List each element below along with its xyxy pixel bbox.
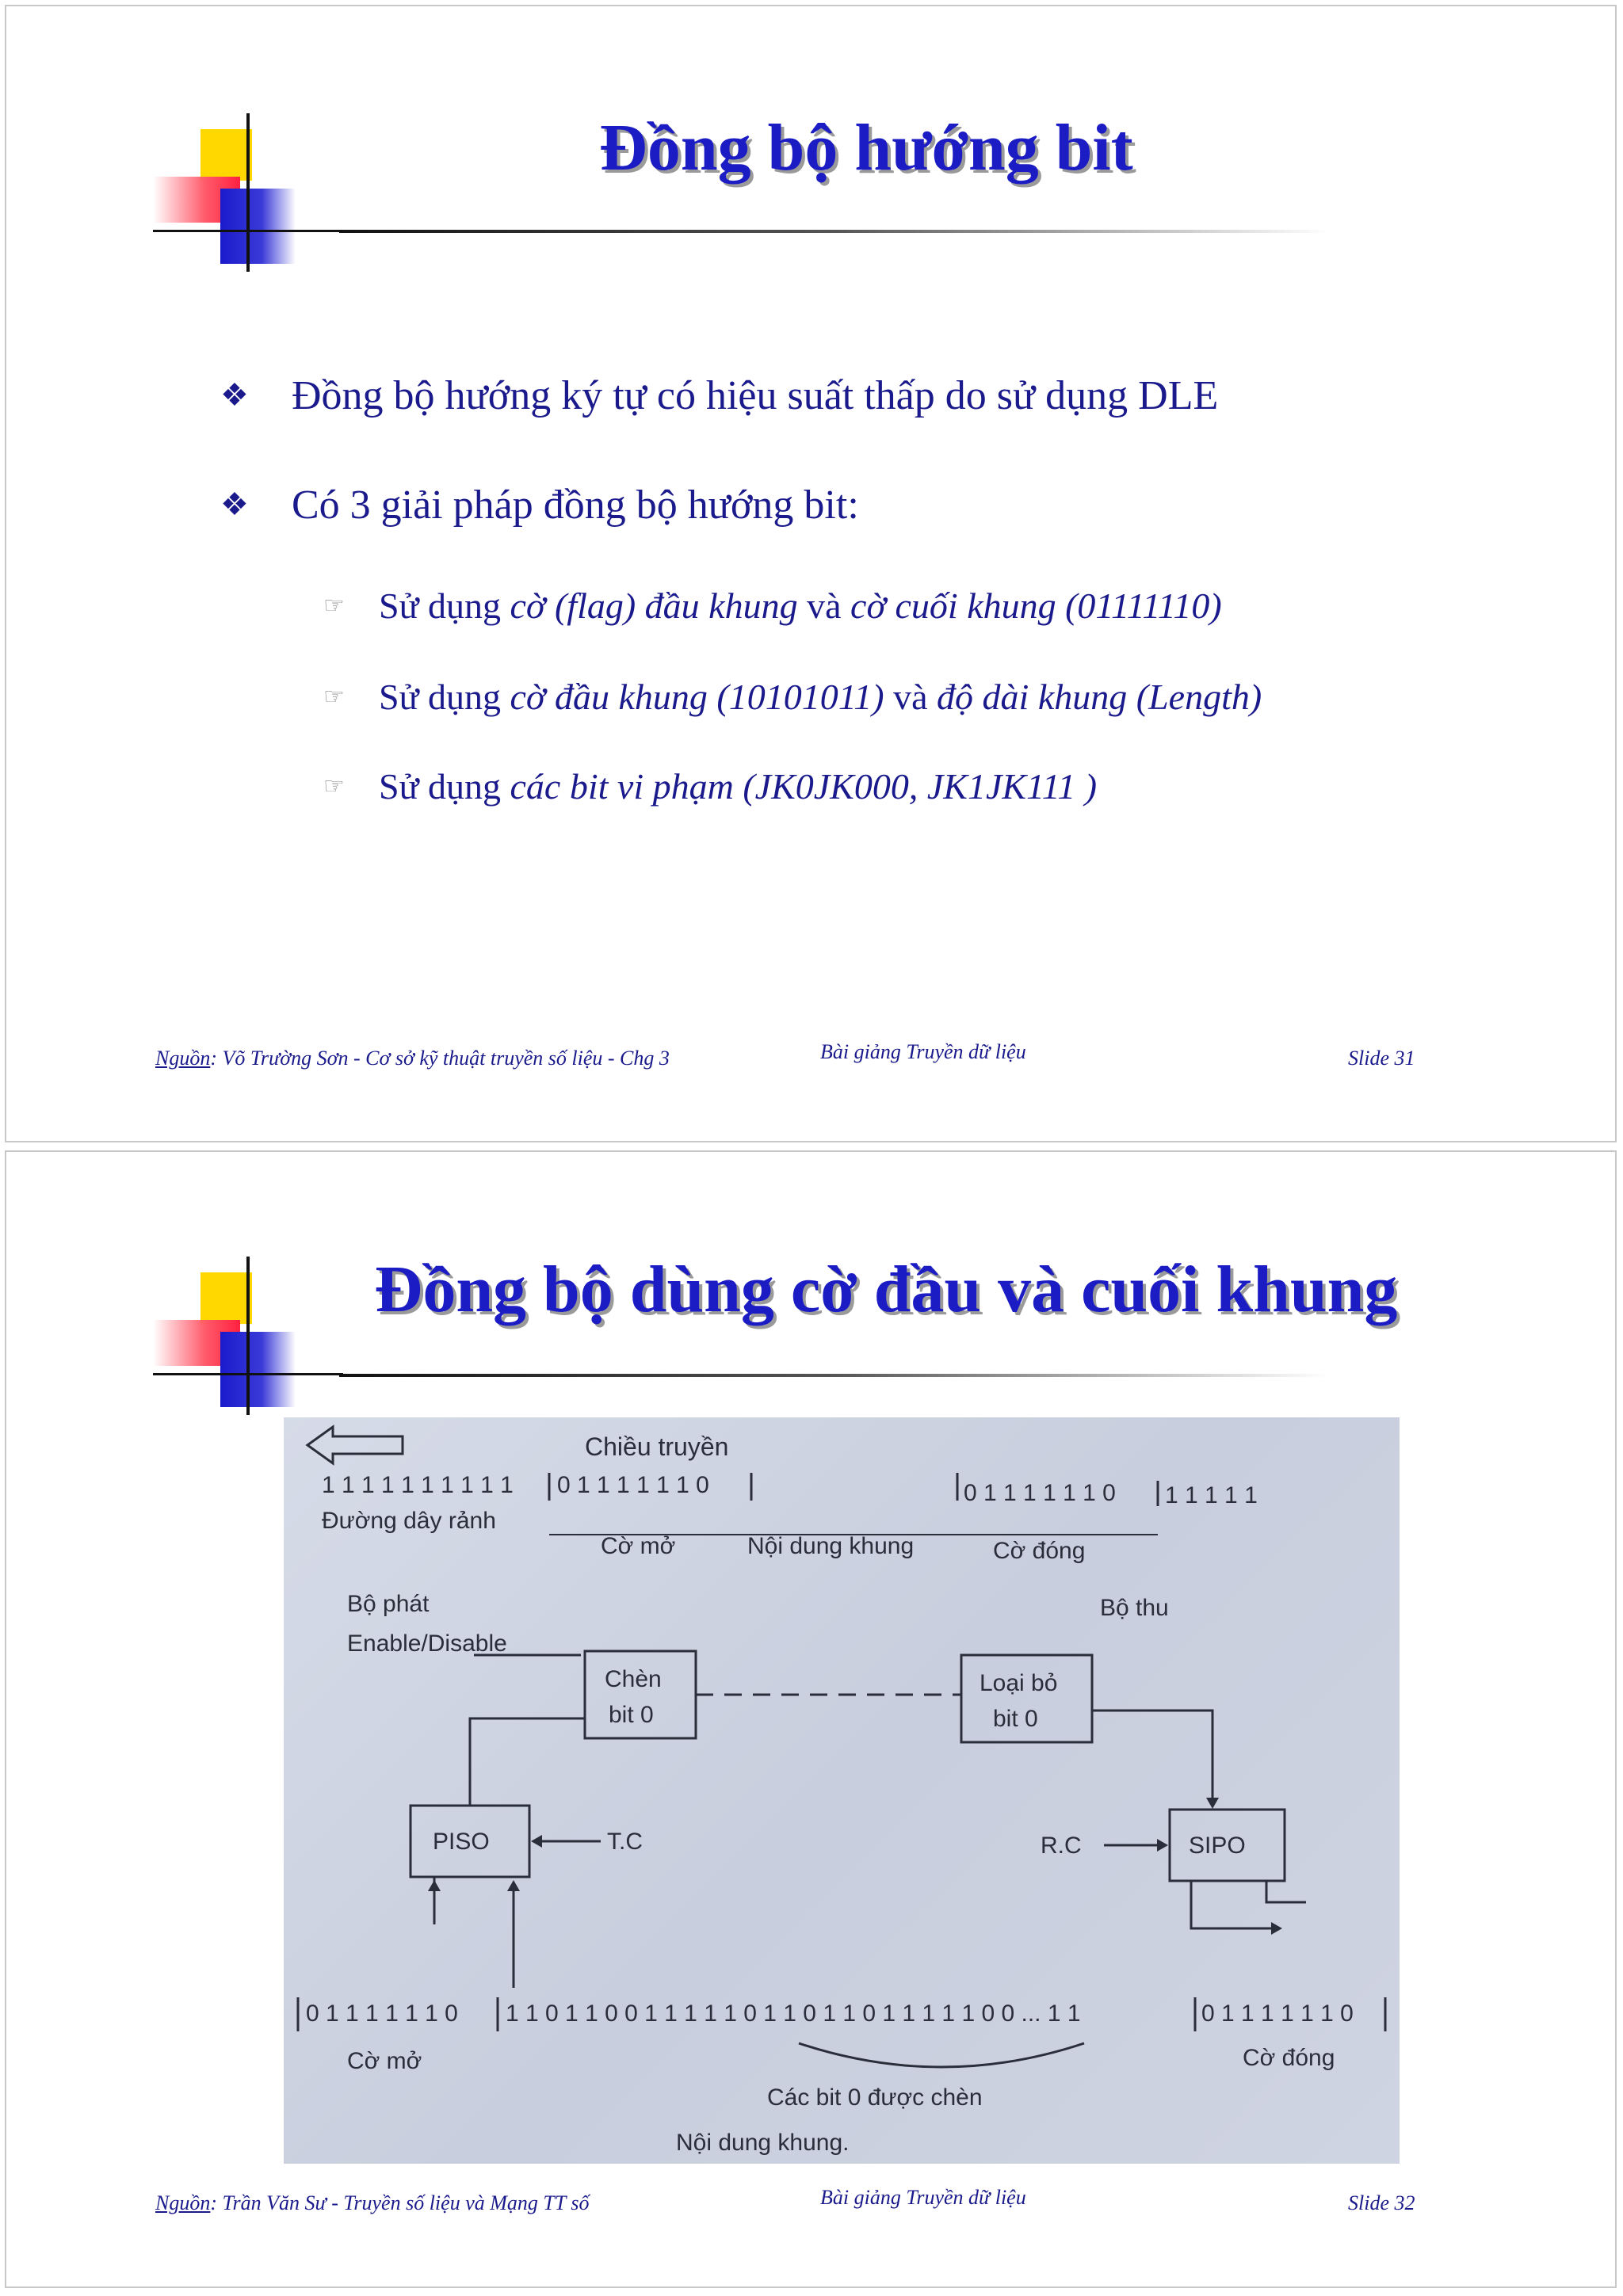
logo-blue-square (220, 189, 296, 264)
footer-course-title: Bài giảng Truyền dữ liệu (820, 2186, 1026, 2209)
transmitter-label: Bộ phát (347, 1591, 430, 1617)
sub-bullet-emphasis: cờ cuối khung (01111110) (850, 585, 1222, 626)
insert-bit-label: bit 0 (609, 1702, 654, 1728)
bottom-data-bits: 1 1 0 1 1 0 0 1 1 1 1 1 0 1 1 0 1 1 0 1 1 1 1 1 0 0 ... 1 1 (506, 2000, 1081, 2027)
bullet-item (220, 482, 859, 528)
piso-label: PISO (433, 1829, 490, 1855)
footer-source (155, 2191, 589, 2215)
diamond-bullet-icon: ❖ (220, 377, 249, 413)
inserted-bits-label: Các bit 0 được chèn (767, 2084, 983, 2111)
pointing-hand-icon: ☞ (323, 684, 345, 710)
footer-source-label: Nguồn (155, 2191, 211, 2214)
frame-content-label: Nội dung khung (747, 1533, 915, 1559)
bullet-item (220, 372, 1218, 419)
enable-disable-label: Enable/Disable (347, 1630, 507, 1657)
sipo-label: SIPO (1189, 1833, 1246, 1859)
logo-horizontal-line (153, 230, 343, 232)
bottom-frame-content-label: Nội dung khung. (676, 2130, 850, 2156)
footer-source-label: Nguồn (155, 1047, 211, 1070)
idle-bits: 1 1 1 1 1 1 1 1 1 1 (322, 1472, 514, 1498)
footer-source (155, 1047, 670, 1070)
direction-arrow-icon (307, 1427, 403, 1463)
diamond-bullet-icon: ❖ (220, 486, 249, 522)
sub-bullet-text: Sử dụng (379, 766, 510, 807)
arrow-head-icon (1157, 1839, 1168, 1852)
footer-slide-number: Slide 31 (1348, 1047, 1415, 1070)
idle-line-label: Đường dây rảnh (322, 1508, 496, 1534)
footer-course-title: Bài giảng Truyền dữ liệu (820, 1040, 1026, 1063)
bottom-open-flag-label: Cờ mở (347, 2048, 422, 2074)
remove-bit-label: bit 0 (993, 1706, 1038, 1732)
sub-bullet-text: Sử dụng (379, 585, 510, 626)
sub-bullet-item (323, 585, 1222, 627)
bullet-text: Đồng bộ hướng ký tự có hiệu suất thấp do sử dụng DLE (292, 373, 1219, 418)
footer-source-text: : Võ Trường Sơn - Cơ sở kỹ thuật truyền số liệu - Chg 3 (210, 1047, 670, 1070)
footer-slide-number: Slide 32 (1348, 2191, 1415, 2214)
inserted-bits-brace (799, 2043, 1084, 2067)
logo-vertical-line (246, 113, 250, 272)
pointing-hand-icon: ☞ (323, 773, 345, 799)
slide-31 (5, 5, 1617, 1142)
sipo-output-wire (1266, 1881, 1306, 1902)
close-flag-label: Cờ đóng (993, 1538, 1086, 1564)
logo-yellow-square (200, 129, 252, 181)
sub-bullet-item (323, 676, 1262, 718)
arrow-head-icon (1206, 1798, 1219, 1809)
title-rule (339, 230, 1330, 233)
bullet-text: Có 3 giải pháp đồng bộ hướng bit: (292, 482, 859, 528)
sub-bullet-item (323, 765, 1097, 807)
slide-title: Đồng bộ hướng bit (599, 111, 1133, 185)
logo-vertical-line (246, 1257, 250, 1415)
bottom-close-flag-bits: 0 1 1 1 1 1 1 0 (1201, 2000, 1354, 2027)
sub-bullet-text: Sử dụng (379, 677, 510, 717)
close-flag-bits: 0 1 1 1 1 1 1 0 (964, 1480, 1116, 1506)
arrow-head-icon (1271, 1922, 1282, 1935)
piso-to-insert-wire (470, 1718, 585, 1806)
open-flag-label: Cờ mở (601, 1533, 676, 1559)
logo-yellow-square (200, 1272, 252, 1324)
remove-bit-label: Loại bỏ (980, 1670, 1058, 1696)
slide-title: Đồng bộ dùng cờ đầu và cuối khung (374, 1253, 1398, 1326)
sub-bullet-emphasis: cờ (flag) đầu khung (510, 585, 798, 626)
pointing-hand-icon: ☞ (323, 593, 345, 619)
footer-source-text: : Trần Văn Sư - Truyền số liệu và Mạng TT số (210, 2191, 590, 2214)
sub-bullet-emphasis: các bit vi phạm (JK0JK000, JK1JK111 ) (510, 766, 1098, 807)
insert-bit-label: Chèn (605, 1666, 662, 1692)
sub-bullet-text: và (884, 677, 938, 717)
sub-bullet-emphasis: độ dài khung (Length) (937, 677, 1262, 717)
title-rule (339, 1374, 1330, 1377)
logo-blue-square (220, 1332, 296, 1407)
rc-label: R.C (1041, 1833, 1082, 1859)
arrow-head-icon (507, 1880, 520, 1891)
tc-label: T.C (607, 1829, 643, 1855)
arrow-head-icon (531, 1835, 542, 1848)
sub-bullet-emphasis: cờ đầu khung (10101011) (510, 677, 884, 717)
bottom-open-flag-bits: 0 1 1 1 1 1 1 0 (306, 2000, 458, 2027)
slide-32 (5, 1150, 1617, 2288)
logo-horizontal-line (153, 1373, 343, 1375)
remove-to-sipo-wire (1092, 1711, 1212, 1806)
trailing-idle-bits: 1 1 1 1 1 (1165, 1482, 1258, 1508)
open-flag-bits: 0 1 1 1 1 1 1 0 (557, 1472, 709, 1498)
receiver-label: Bộ thu (1100, 1595, 1169, 1621)
frame-flag-diagram (284, 1417, 1400, 2164)
bottom-close-flag-label: Cờ đóng (1243, 2045, 1335, 2071)
direction-label: Chiều truyền (585, 1432, 729, 1461)
frame-flag-diagram-photo (284, 1417, 1400, 2164)
sub-bullet-text: và (797, 585, 851, 626)
slide-logo-decoration (153, 1257, 343, 1415)
arrow-head-icon (428, 1880, 441, 1891)
